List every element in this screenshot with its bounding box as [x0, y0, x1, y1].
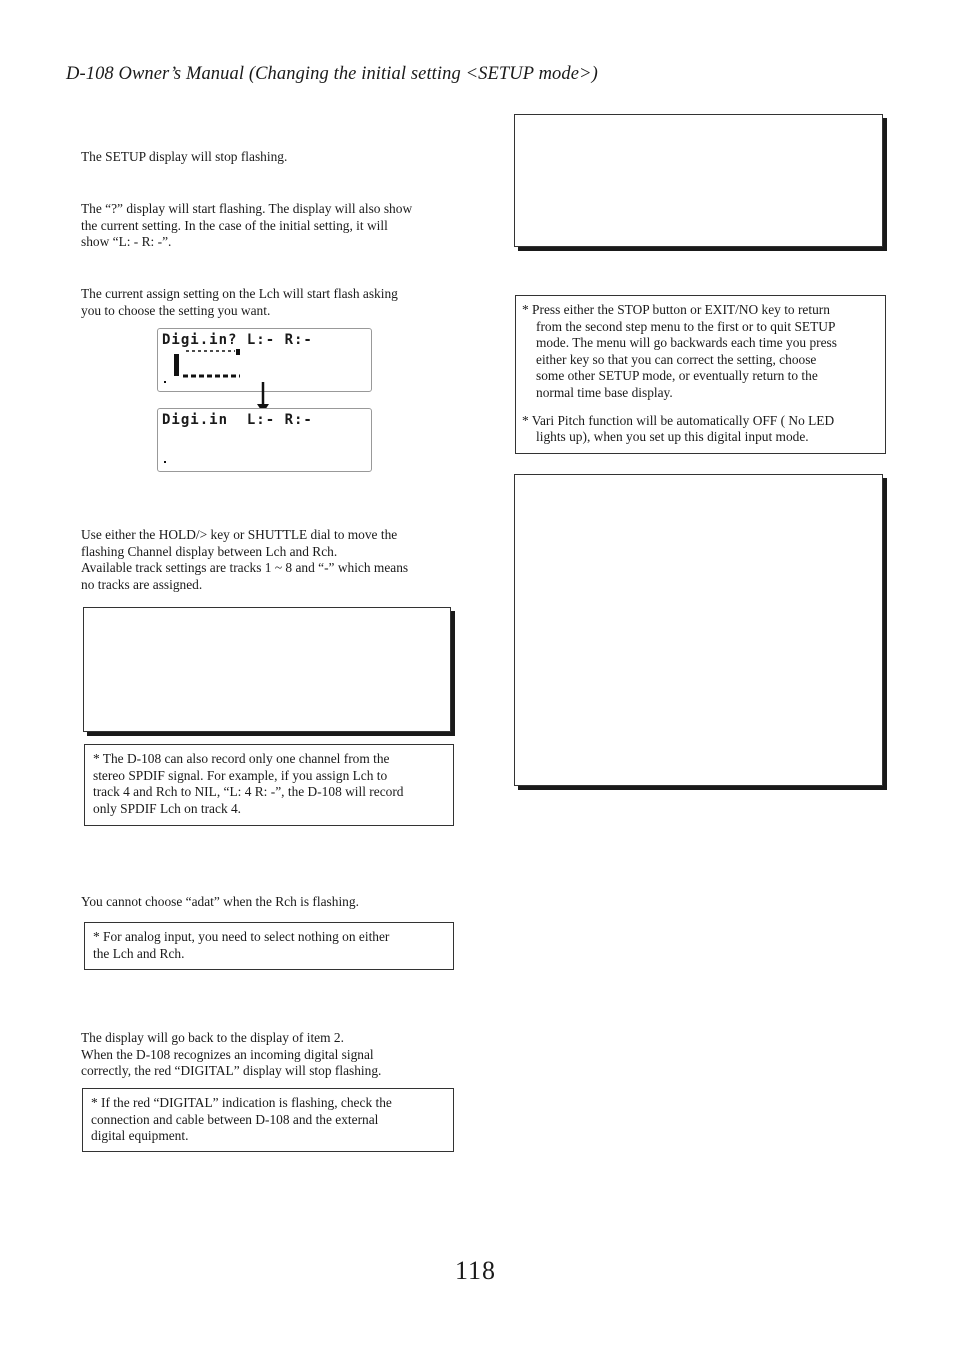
- page-number: 118: [455, 1256, 497, 1285]
- note-line: from the second step menu to the first or to quit SETUP: [536, 318, 836, 334]
- paragraph-setup-stop: [81, 149, 287, 166]
- note-line: * Vari Pitch function will be automatically OFF ( No LED: [522, 412, 835, 428]
- note-stop-exit-vari: [515, 295, 886, 454]
- lcd-display-result: [157, 408, 372, 472]
- lcd-text: Digi.in L:- R:-: [162, 412, 313, 428]
- note-line: * For analog input, you need to select nothing on either: [93, 929, 390, 944]
- note-line: connection and cable between D-108 and the external: [91, 1111, 379, 1127]
- paragraph-line: The SETUP display will stop flashing.: [81, 149, 288, 164]
- note-line: digital equipment.: [91, 1128, 189, 1144]
- paragraph-line: the current setting. In the case of the initial setting, it will: [81, 217, 388, 233]
- note-line: some other SETUP mode, or eventually return to the: [536, 368, 818, 384]
- paragraph-line: Available track settings are tracks 1 ~ 8 and “-” which means: [81, 560, 409, 576]
- paragraph-line: correctly, the red “DIGITAL” display will stop flashing.: [81, 1063, 382, 1079]
- paragraph-line: you to choose the setting you want.: [81, 302, 271, 318]
- page-header-title: D-108 Owner’s Manual (Changing the initial setting <SETUP mode>): [66, 64, 598, 84]
- paragraph-line: flashing Channel display between Lch and Rch.: [81, 543, 338, 559]
- paragraph-line: The display will go back to the display of item 2.: [81, 1030, 344, 1045]
- note-digital-flashing: [82, 1088, 454, 1152]
- paragraph-hold-shuttle: [81, 527, 408, 593]
- note-line: normal time base display.: [536, 384, 673, 400]
- note-line: * If the red “DIGITAL” indication is flashing, check the: [91, 1095, 392, 1110]
- note-line: lights up), when you set up this digital input mode.: [536, 429, 809, 445]
- note-line: only SPDIF Lch on track 4.: [93, 800, 242, 816]
- note-spdif-single-channel: [84, 744, 454, 826]
- paragraph-assign-setting: [81, 286, 398, 319]
- paragraph-line: Use either the HOLD/> key or SHUTTLE dial to move the: [81, 527, 398, 542]
- note-analog-input: [84, 922, 454, 970]
- paragraph-line: show “L: - R: -”.: [81, 234, 172, 250]
- paragraph-line: The current assign setting on the Lch will start flash asking: [81, 286, 398, 301]
- paragraph-line: You cannot choose “adat” when the Rch is flashing.: [81, 894, 359, 909]
- note-line: stereo SPDIF signal. For example, if you assign Lch to: [93, 767, 388, 783]
- empty-figure-box: [83, 607, 451, 732]
- paragraph-display-flash: [81, 201, 412, 251]
- paragraph-adat-rch: [81, 894, 359, 911]
- note-line: mode. The menu will go backwards each time you press: [536, 335, 837, 351]
- empty-figure-box-right: [514, 474, 883, 786]
- note-line: the Lch and Rch.: [93, 945, 185, 961]
- note-line: * The D-108 can also record only one channel from the: [93, 751, 390, 766]
- note-line: track 4 and Rch to NIL, “L: 4 R: -”, the D-108 will record: [93, 784, 404, 800]
- paragraph-display-back: [81, 1030, 381, 1080]
- note-line: either key so that you can correct the setting, choose: [536, 351, 817, 367]
- paragraph-line: no tracks are assigned.: [81, 576, 203, 592]
- paragraph-line: When the D-108 recognizes an incoming digital signal: [81, 1046, 374, 1062]
- paragraph-line: The “?” display will start flashing. The display will also show: [81, 201, 413, 216]
- empty-figure-box-top-right: [514, 114, 883, 247]
- lcd-text: Digi.in? L:- R:-: [162, 332, 313, 348]
- lcd-dot-graphic: [158, 409, 373, 473]
- note-line: * Press either the STOP button or EXIT/NO key to return: [522, 302, 830, 317]
